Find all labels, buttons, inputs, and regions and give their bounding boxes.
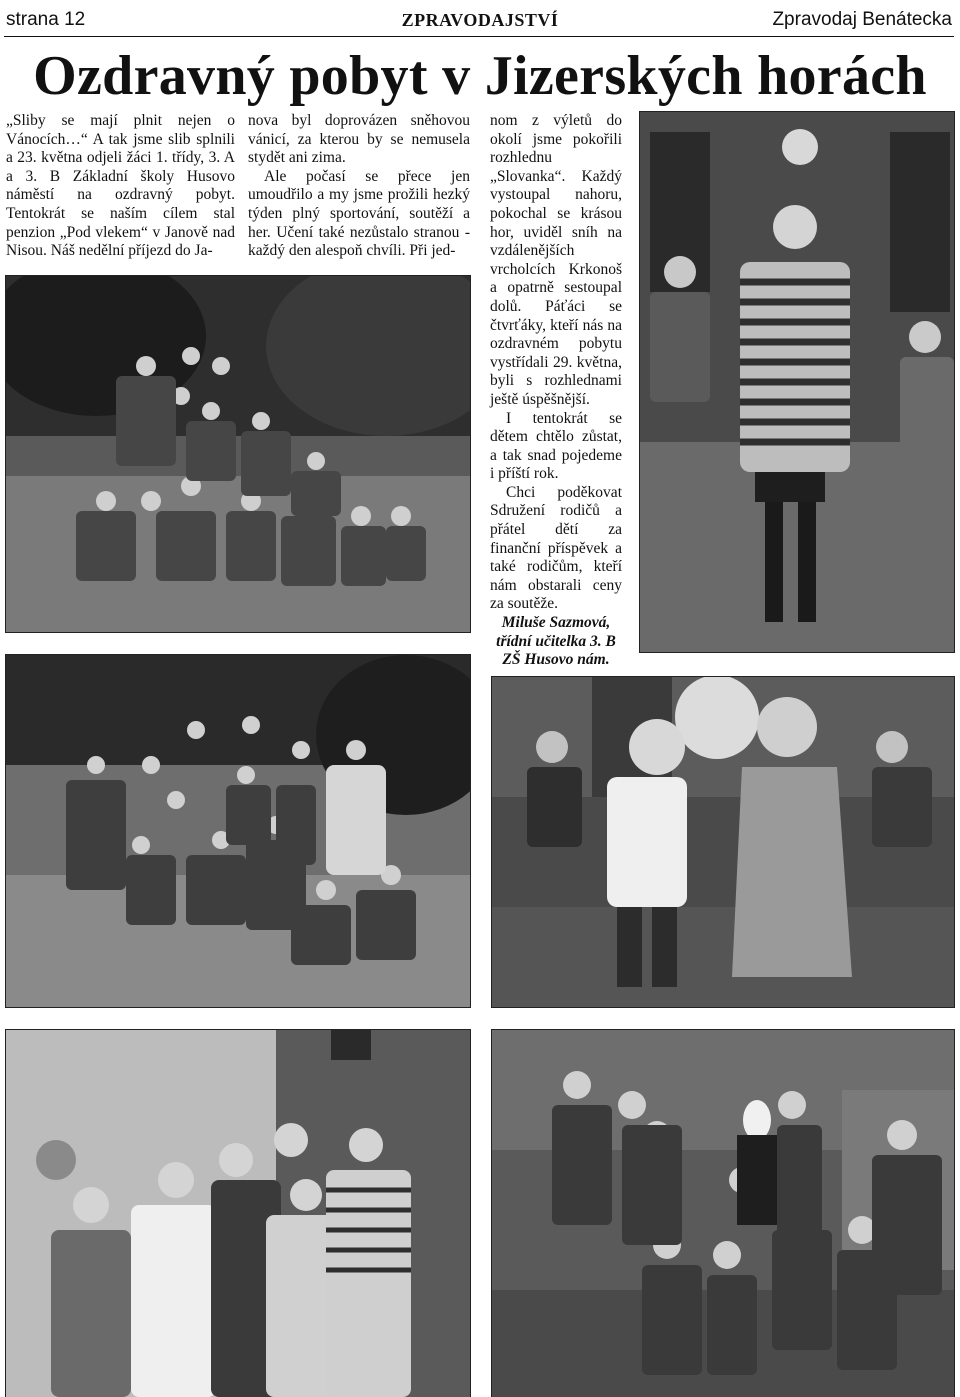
article-column-3 bbox=[490, 112, 622, 670]
article-paragraph: I tentokrát se dětem chtělo zůstat, a tak snad pojedeme i příští rok. bbox=[490, 409, 622, 483]
photo-group-hillside bbox=[6, 655, 470, 1007]
article-paragraph: Chci poděkovat Sdružení rodičů a přátel dětí za finanční příspěvek a také rodičům, kteří nám obstarali ceny za soutěže. bbox=[490, 483, 622, 613]
publication-name: Zpravodaj Benátecka bbox=[772, 9, 952, 30]
header-rule bbox=[4, 36, 954, 37]
article-paragraph: nom z výletů do okolí jsme pokořili rozhlednu „Slovanka“. Každý vystoupal nahoru, pokochal se krásou hor, uviděl sníh na vzdálenějších vrcholcích Krkonoš a opatrně sestoupal dolů. Páťáci se čtvrťáky, kteří nás na ozdravném pobytu vystřídali 29. května, byli s rozhlednami ještě úspěšnější. bbox=[490, 112, 622, 408]
author-name: Miluše Sazmová, bbox=[501, 614, 611, 632]
section-title: ZPRAVODAJSTVÍ bbox=[401, 10, 559, 30]
page-number: strana 12 bbox=[6, 9, 86, 30]
article-column-2 bbox=[248, 112, 470, 261]
article-paragraph: Ale počasí se přece jen umoudřilo a my jsme prožili hezký týden plný sportování, soutěží a her. Učení také nezůstalo stranou - každý den alespoň chvíli. Při jed- bbox=[248, 167, 470, 260]
photo-balloon-game bbox=[492, 677, 954, 1007]
author-school: ZŠ Husovo nám. bbox=[502, 651, 610, 669]
article-column-1 bbox=[6, 112, 235, 261]
photo-boys-indoors bbox=[6, 1030, 470, 1397]
photo-teacher-costume bbox=[640, 112, 954, 652]
article-paragraph: „Sliby se mají plnit nejen o Vánocích…“ A tak jsme slib splnili a 23. května odjeli žáci 1. třídy, 3. A a 3. B Základní školy Husovo náměstí na ozdravný pobyt. Tentokrát se naším cílem stal penzion „Pod vlekem“ v Janově nad Nisou. Náš nedělní příjezd do Ja- bbox=[6, 112, 235, 260]
photo-children-seated bbox=[492, 1030, 954, 1397]
article-paragraph: nova byl doprovázen sněhovou vánicí, za kterou by se nemusela stydět ani zima. bbox=[248, 112, 470, 167]
author-role: třídní učitelka 3. B bbox=[496, 632, 616, 650]
article-title: Ozdravný pobyt v Jizerských horách bbox=[33, 45, 927, 107]
photo-group-forest bbox=[6, 276, 470, 632]
